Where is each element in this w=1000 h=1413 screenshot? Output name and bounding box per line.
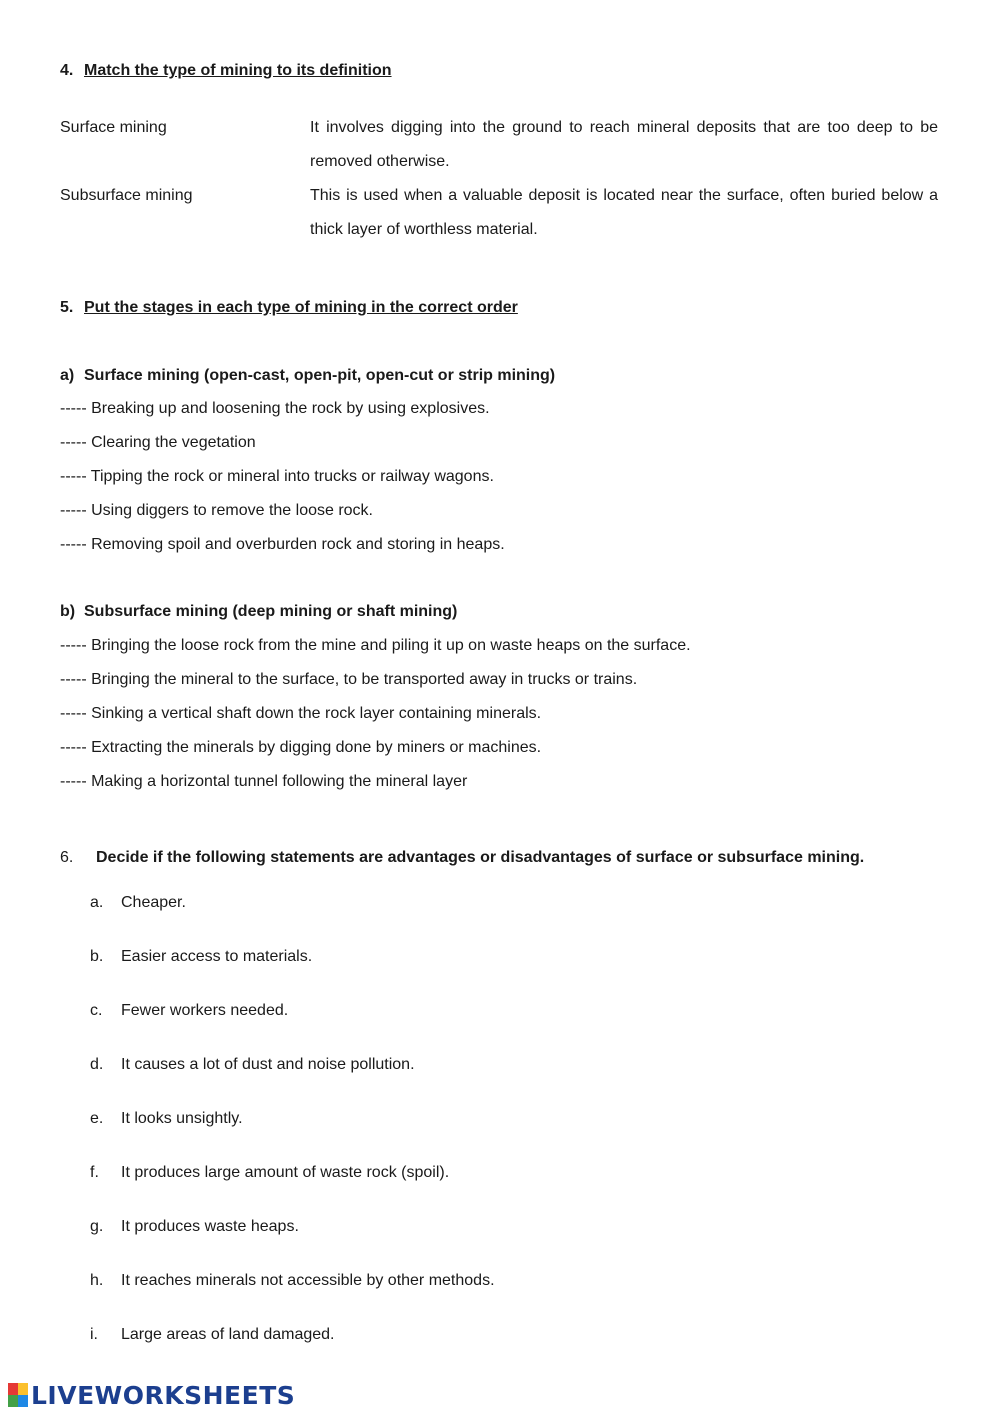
q5a-label: a) <box>60 367 75 384</box>
q5a-heading <box>60 367 555 385</box>
q6-item[interactable]: Easier access to materials. <box>121 948 313 965</box>
q4-title: Match the type of mining to its definition <box>84 62 392 79</box>
q5a-stage[interactable]: ----- Tipping the rock or mineral into trucks or railway wagons. <box>60 468 494 485</box>
q6-title: Decide if the following statements are advantages or disadvantages of surface or subsurface mining. <box>96 849 865 866</box>
q5b-label: b) <box>60 603 76 620</box>
q5a-stage[interactable]: ----- Using diggers to remove the loose rock. <box>60 502 373 519</box>
q6-item-letter: i. <box>90 1326 98 1343</box>
q6-item-letter: e. <box>90 1110 104 1127</box>
q6-item-letter: c. <box>90 1002 103 1019</box>
q5b-stage[interactable]: ----- Extracting the minerals by digging done by miners or machines. <box>60 739 542 756</box>
q6-item[interactable]: It looks unsightly. <box>121 1110 243 1127</box>
q5-heading <box>60 299 518 317</box>
q5-number: 5. <box>60 299 74 316</box>
q5b-stage[interactable]: ----- Sinking a vertical shaft down the rock layer containing minerals. <box>60 705 542 722</box>
q6-item[interactable]: Large areas of land damaged. <box>121 1326 335 1343</box>
q6-number: 6. <box>60 849 74 866</box>
q6-item[interactable]: Fewer workers needed. <box>121 1002 289 1019</box>
q4-definition[interactable]: This is used when a valuable deposit is located near the surface, often buried below a thick layer of worthless material. <box>310 187 938 238</box>
q6-item[interactable]: It causes a lot of dust and noise pollution. <box>121 1056 415 1073</box>
q4-heading <box>60 62 392 80</box>
q6-item-letter: h. <box>90 1272 104 1289</box>
q5b-title: Subsurface mining (deep mining or shaft mining) <box>84 603 458 620</box>
q5b-heading <box>60 603 457 621</box>
q6-item[interactable]: It reaches minerals not accessible by other methods. <box>121 1272 495 1289</box>
q5a-stage[interactable]: ----- Breaking up and loosening the rock by using explosives. <box>60 400 490 417</box>
liveworksheets-logo[interactable] <box>8 1380 295 1410</box>
q6-item-letter: a. <box>90 894 104 911</box>
q6-item-letter: g. <box>90 1218 104 1235</box>
q6-item[interactable]: It produces waste heaps. <box>121 1218 299 1235</box>
q5b-stage[interactable]: ----- Making a horizontal tunnel following the mineral layer <box>60 773 468 790</box>
q6-item-letter: f. <box>90 1164 99 1181</box>
q5-title: Put the stages in each type of mining in the correct order <box>84 299 518 316</box>
q5a-stage[interactable]: ----- Clearing the vegetation <box>60 434 256 451</box>
q4-term[interactable]: Surface mining <box>60 119 167 136</box>
q4-definition[interactable]: It involves digging into the ground to reach mineral deposits that are too deep to be removed otherwise. <box>310 119 938 170</box>
q6-item[interactable]: It produces large amount of waste rock (spoil). <box>121 1164 450 1181</box>
q5b-stage[interactable]: ----- Bringing the loose rock from the mine and piling it up on waste heaps on the surface. <box>60 637 691 654</box>
logo-text: LIVEWORKSHEETS <box>31 1380 296 1410</box>
q5a-title: Surface mining (open-cast, open-pit, open-cut or strip mining) <box>84 367 556 384</box>
q5b-stage[interactable]: ----- Bringing the mineral to the surface, to be transported away in trucks or trains. <box>60 671 638 688</box>
q4-number: 4. <box>60 62 74 79</box>
q6-item-letter: b. <box>90 948 104 965</box>
q6-item-letter: d. <box>90 1056 104 1073</box>
q4-term[interactable]: Subsurface mining <box>60 187 193 204</box>
q6-item[interactable]: Cheaper. <box>121 894 186 911</box>
logo-blocks-icon <box>8 1383 28 1407</box>
q5a-stage[interactable]: ----- Removing spoil and overburden rock and storing in heaps. <box>60 536 505 553</box>
